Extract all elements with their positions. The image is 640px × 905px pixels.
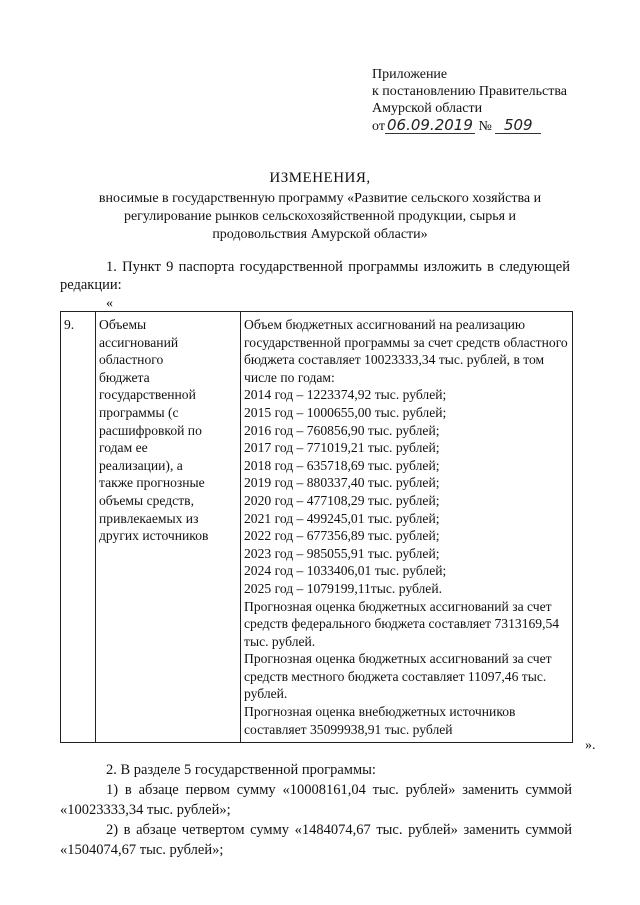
funding-year: 2022 год – 677356,89 тыс. рублей; bbox=[244, 528, 440, 544]
document-subtitle bbox=[70, 190, 570, 244]
extra-budget-estimate: Прогнозная оценка внебюджетных источников составляет 35099938,91 тыс. рублей bbox=[244, 704, 516, 737]
appendix-region: Амурской области bbox=[372, 101, 483, 116]
name-line: годам ее bbox=[99, 440, 148, 456]
funding-year: 2020 год – 477108,29 тыс. рублей; bbox=[244, 492, 440, 508]
appendix-label: Приложение bbox=[372, 67, 448, 82]
number-prefix: № bbox=[478, 119, 492, 134]
passport-table bbox=[60, 311, 573, 743]
funding-year: 2021 год – 499245,01 тыс. рублей; bbox=[244, 510, 440, 526]
subtitle-line: продовольствия Амурской области» bbox=[212, 227, 428, 242]
funding-year: 2018 год – 635718,69 тыс. рублей; bbox=[244, 457, 440, 473]
funding-year: 2025 год – 1079199,11тыс. рублей. bbox=[244, 580, 443, 596]
name-line: привлекаемых из bbox=[99, 510, 199, 526]
appendix-date-line bbox=[372, 117, 567, 135]
document-title: ИЗМЕНЕНИЯ, bbox=[269, 170, 371, 186]
table-row bbox=[61, 312, 573, 743]
quote-close: ». bbox=[585, 738, 596, 753]
quote-open: « bbox=[106, 296, 113, 311]
name-line: Объемы bbox=[99, 317, 147, 332]
name-line: программы (с bbox=[99, 404, 179, 420]
name-line: расшифровкой по bbox=[99, 422, 202, 438]
name-line: также прогнозные bbox=[99, 475, 205, 491]
local-estimate: Прогнозная оценка бюджетных ассигнований за счет средств местного бюджета составляет 11097,46 тыс. рублей. bbox=[244, 651, 552, 702]
row-name-cell bbox=[96, 312, 241, 743]
funding-year: 2015 год – 1000655,00 тыс. рублей; bbox=[244, 404, 447, 420]
section-2 bbox=[60, 760, 572, 860]
name-line: государственной bbox=[99, 387, 196, 403]
name-line: бюджета bbox=[99, 369, 150, 385]
federal-estimate: Прогнозная оценка бюджетных ассигнований за счет средств федерального бюджета составляет 7313169,54 тыс. рублей. bbox=[244, 598, 560, 649]
funding-year: 2019 год – 880337,40 тыс. рублей; bbox=[244, 475, 440, 491]
name-line: ассигнований bbox=[99, 334, 179, 350]
point-1-text: 1. Пункт 9 паспорта государственной программы изложить в следующей редакции: bbox=[60, 259, 570, 293]
subtitle-line: вносимые в государственную программу «Развитие сельского хозяйства и bbox=[98, 191, 542, 206]
funding-year: 2016 год – 760856,90 тыс. рублей; bbox=[244, 422, 440, 438]
point-1-paragraph bbox=[60, 258, 570, 294]
name-line: объемы средств, bbox=[99, 492, 194, 508]
name-line: областного bbox=[99, 352, 164, 368]
row-number: 9. bbox=[61, 312, 96, 743]
funding-year: 2023 год – 985055,91 тыс. рублей; bbox=[244, 545, 440, 561]
appendix-resolution: к постановлению Правительства bbox=[372, 84, 568, 99]
row-value-cell bbox=[241, 312, 573, 743]
appendix-block bbox=[372, 66, 567, 135]
name-line: других источников bbox=[99, 528, 209, 544]
subtitle-line: регулирование рынков сельскохозяйственной продукции, сырья и bbox=[123, 209, 517, 224]
section-2-item-2: 2) в абзаце четвертом сумму «1484074,67 тыс. рублей» заменить суммой bbox=[106, 822, 572, 838]
handwritten-date: 06.09.2019 bbox=[385, 117, 475, 134]
section-2-item-1: 1) в абзаце первом сумму «10008161,04 тыс. рублей» заменить суммой bbox=[106, 782, 572, 798]
funding-year: 2014 год – 1223374,92 тыс. рублей; bbox=[244, 387, 447, 403]
section-2-heading: 2. В разделе 5 государственной программы: bbox=[106, 762, 376, 778]
section-2-item-2-cont: «1504074,67 тыс. рублей»; bbox=[60, 842, 224, 858]
name-line: реализации), а bbox=[99, 457, 183, 473]
funding-year: 2017 год – 771019,21 тыс. рублей; bbox=[244, 440, 440, 456]
handwritten-number: 509 bbox=[495, 117, 541, 134]
date-prefix: от bbox=[372, 119, 385, 134]
funding-intro: Объем бюджетных ассигнований на реализацию государственной программы за счет средств областного бюджета составляет 10023333,34 тыс. рублей, в том числе по годам: bbox=[244, 317, 568, 385]
funding-year: 2024 год – 1033406,01 тыс. рублей; bbox=[244, 563, 447, 579]
section-2-item-1-cont: «10023333,34 тыс. рублей»; bbox=[60, 802, 231, 818]
